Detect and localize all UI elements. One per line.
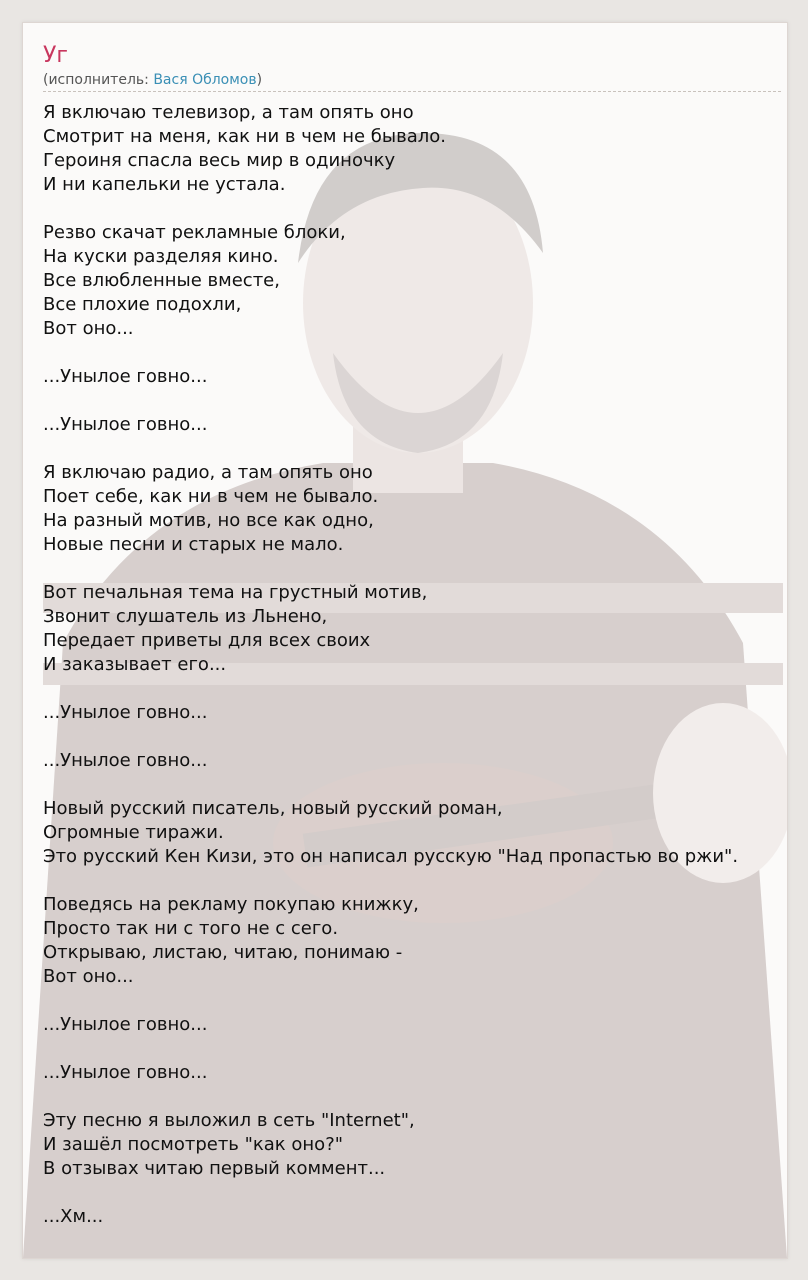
- lyrics-line: ...Унылое говно...: [43, 702, 208, 723]
- lyrics-line: ...Унылое говно...: [43, 1014, 208, 1035]
- artist-link[interactable]: Вася Обломов: [153, 72, 257, 88]
- lyrics-line: ...Унылое говно...: [43, 414, 208, 435]
- artist-suffix: ): [256, 72, 263, 88]
- lyrics-page: [22, 22, 788, 1259]
- lyrics-line: ...Унылое говно...: [43, 750, 208, 771]
- song-title: Уг: [43, 43, 68, 68]
- lyrics-line: И заказывает его...: [43, 654, 227, 675]
- lyrics-line: Все плохие подохли,: [43, 294, 242, 315]
- lyrics-stanza: [43, 101, 783, 197]
- lyrics-line: И зашёл посмотреть "как оно?": [43, 1134, 344, 1155]
- lyrics-line: Новые песни и старых не мало.: [43, 534, 344, 555]
- lyrics-line: Передает приветы для всех своих: [43, 630, 371, 651]
- lyrics-line: Звонит слушатель из Льнено,: [43, 606, 328, 627]
- artist-prefix: (исполнитель:: [43, 72, 154, 88]
- lyrics-content: [43, 41, 783, 1253]
- lyrics-line: Я включаю радио, а там опять оно: [43, 462, 373, 483]
- lyrics-line: ...Унылое говно...: [43, 366, 208, 387]
- lyrics-stanza: [43, 893, 783, 989]
- lyrics-line: ...Унылое говно...: [43, 1062, 208, 1083]
- lyrics-stanza: [43, 365, 783, 389]
- lyrics-stanza: [43, 797, 783, 869]
- divider: [43, 91, 781, 92]
- lyrics-line: ...Хм...: [43, 1206, 104, 1227]
- lyrics-stanza: [43, 461, 783, 557]
- artist-line: [43, 71, 783, 89]
- lyrics-line: Поведясь на рекламу покупаю книжку,: [43, 894, 419, 915]
- lyrics-stanza: [43, 221, 783, 341]
- lyrics-line: Это русский Кен Кизи, это он написал русскую "Над пропастью во ржи".: [43, 846, 739, 867]
- lyrics-line: Все влюбленные вместе,: [43, 270, 280, 291]
- lyrics-line: Открываю, листаю, читаю, понимаю -: [43, 942, 403, 963]
- lyrics-line: В отзывах читаю первый коммент...: [43, 1158, 386, 1179]
- lyrics-line: Резво скачат рекламные блоки,: [43, 222, 346, 243]
- lyrics-line: На разный мотив, но все как одно,: [43, 510, 374, 531]
- lyrics-line: И ни капельки не устала.: [43, 174, 286, 195]
- lyrics-line: Просто так ни с того не с сего.: [43, 918, 339, 939]
- lyrics-stanza: [43, 1061, 783, 1085]
- lyrics-stanza: [43, 581, 783, 677]
- lyrics-line: Вот оно...: [43, 966, 134, 987]
- lyrics-stanza: [43, 1205, 783, 1229]
- lyrics-line: Вот печальная тема на грустный мотив,: [43, 582, 428, 603]
- lyrics-line: Вот оно...: [43, 318, 134, 339]
- lyrics-stanza: [43, 749, 783, 773]
- lyrics-stanza: [43, 413, 783, 437]
- lyrics-stanza: [43, 701, 783, 725]
- lyrics-stanza: [43, 1109, 783, 1181]
- lyrics-line: Новый русский писатель, новый русский роман,: [43, 798, 503, 819]
- lyrics-line: Смотрит на меня, как ни в чем не бывало.: [43, 126, 446, 147]
- lyrics-line: Героиня спасла весь мир в одиночку: [43, 150, 396, 171]
- lyrics-line: Эту песню я выложил в сеть "Internet",: [43, 1110, 415, 1131]
- lyrics-text: [43, 101, 783, 1229]
- lyrics-line: Я включаю телевизор, а там опять оно: [43, 102, 414, 123]
- lyrics-line: Поет себе, как ни в чем не бывало.: [43, 486, 379, 507]
- lyrics-line: На куски разделяя кино.: [43, 246, 279, 267]
- lyrics-stanza: [43, 1013, 783, 1037]
- lyrics-line: Огромные тиражи.: [43, 822, 224, 843]
